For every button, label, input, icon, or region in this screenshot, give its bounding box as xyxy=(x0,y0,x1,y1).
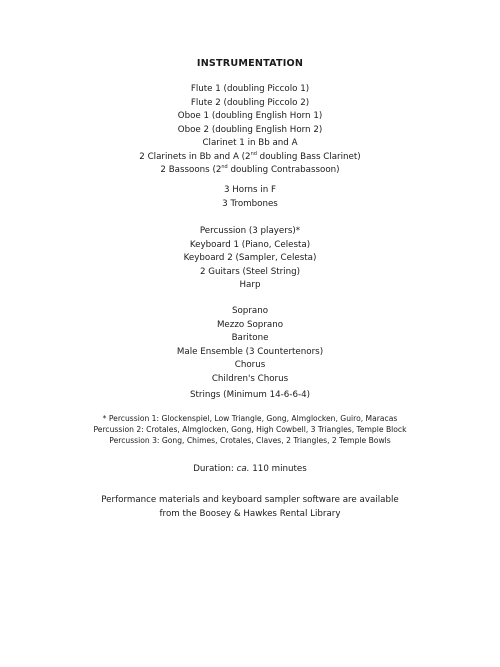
instrument-line: Keyboard 2 (Sampler, Celesta) xyxy=(183,253,317,263)
ordinal-suffix: nd xyxy=(221,164,228,171)
instrument-line: Flute 1 (doubling Piccolo 1) xyxy=(190,84,310,94)
percussion-note: Percussion 2: Crotales, Almglocken, Gong, High Cowbell, 3 Triangles, Temple Block xyxy=(93,425,407,434)
voices-section xyxy=(0,305,500,386)
percussion-notes xyxy=(0,413,500,446)
clarinets-text-end: doubling Bass Clarinet) xyxy=(256,151,361,162)
duration-value: 110 minutes xyxy=(249,464,307,474)
bassoons-line xyxy=(0,164,500,178)
page-title: INSTRUMENTATION xyxy=(196,58,304,69)
instrument-line: Flute 2 (doubling Piccolo 2) xyxy=(190,97,310,108)
instrument-line: Percussion (3 players)* xyxy=(199,226,301,236)
instrument-line: Harp xyxy=(239,280,261,290)
duration-section xyxy=(0,463,500,477)
ordinal-suffix: nd xyxy=(250,150,257,157)
instrument-line: 3 Horns in F xyxy=(223,185,277,195)
footer-line: Performance materials and keyboard sampler software are available xyxy=(101,495,399,505)
voice-line: Soprano xyxy=(231,306,269,316)
instrument-line: Oboe 2 (doubling English Horn 2) xyxy=(177,124,323,135)
footer-line: from the Boosey & Hawkes Rental Library xyxy=(159,508,341,519)
instrument-line: Keyboard 1 (Piano, Celesta) xyxy=(189,239,311,250)
instrument-line: 2 Guitars (Steel String) xyxy=(199,266,301,277)
voice-line: Male Ensemble (3 Countertenors) xyxy=(176,346,324,357)
voice-line: Baritone xyxy=(231,333,269,343)
strings-section xyxy=(0,389,500,403)
voice-line: Chorus xyxy=(234,360,266,370)
percussion-note: Percussion 3: Gong, Chimes, Crotales, Claves, 2 Triangles, 2 Temple Bowls xyxy=(109,436,391,445)
voice-line: Mezzo Soprano xyxy=(216,319,284,330)
instrument-line: 3 Trombones xyxy=(222,198,278,209)
bassoons-text-end: doubling Contrabassoon) xyxy=(227,165,340,175)
bassoons-text: 2 Bassoons (2 xyxy=(160,165,222,175)
woodwinds-section xyxy=(0,83,500,178)
instrument-line: Clarinet 1 in Bb and A xyxy=(202,138,298,148)
percussion-note: * Percussion 1: Glockenspiel, Low Triangle, Gong, Almglocken, Guiro, Maracas xyxy=(102,414,398,423)
voice-line: Children's Chorus xyxy=(211,373,289,384)
duration-label: Duration: xyxy=(193,464,237,474)
clarinets-line xyxy=(0,151,500,165)
instrument-line: Oboe 1 (doubling English Horn 1) xyxy=(177,111,323,121)
strings-line: Strings (Minimum 14-6-6-4) xyxy=(189,390,311,400)
duration-line xyxy=(0,463,500,477)
brass-section xyxy=(0,184,500,211)
duration-approx: ca. xyxy=(236,464,250,474)
footer-note xyxy=(0,494,500,521)
keyboards-percussion-section xyxy=(0,225,500,293)
clarinets-text: 2 Clarinets in Bb and A (2 xyxy=(139,151,251,162)
